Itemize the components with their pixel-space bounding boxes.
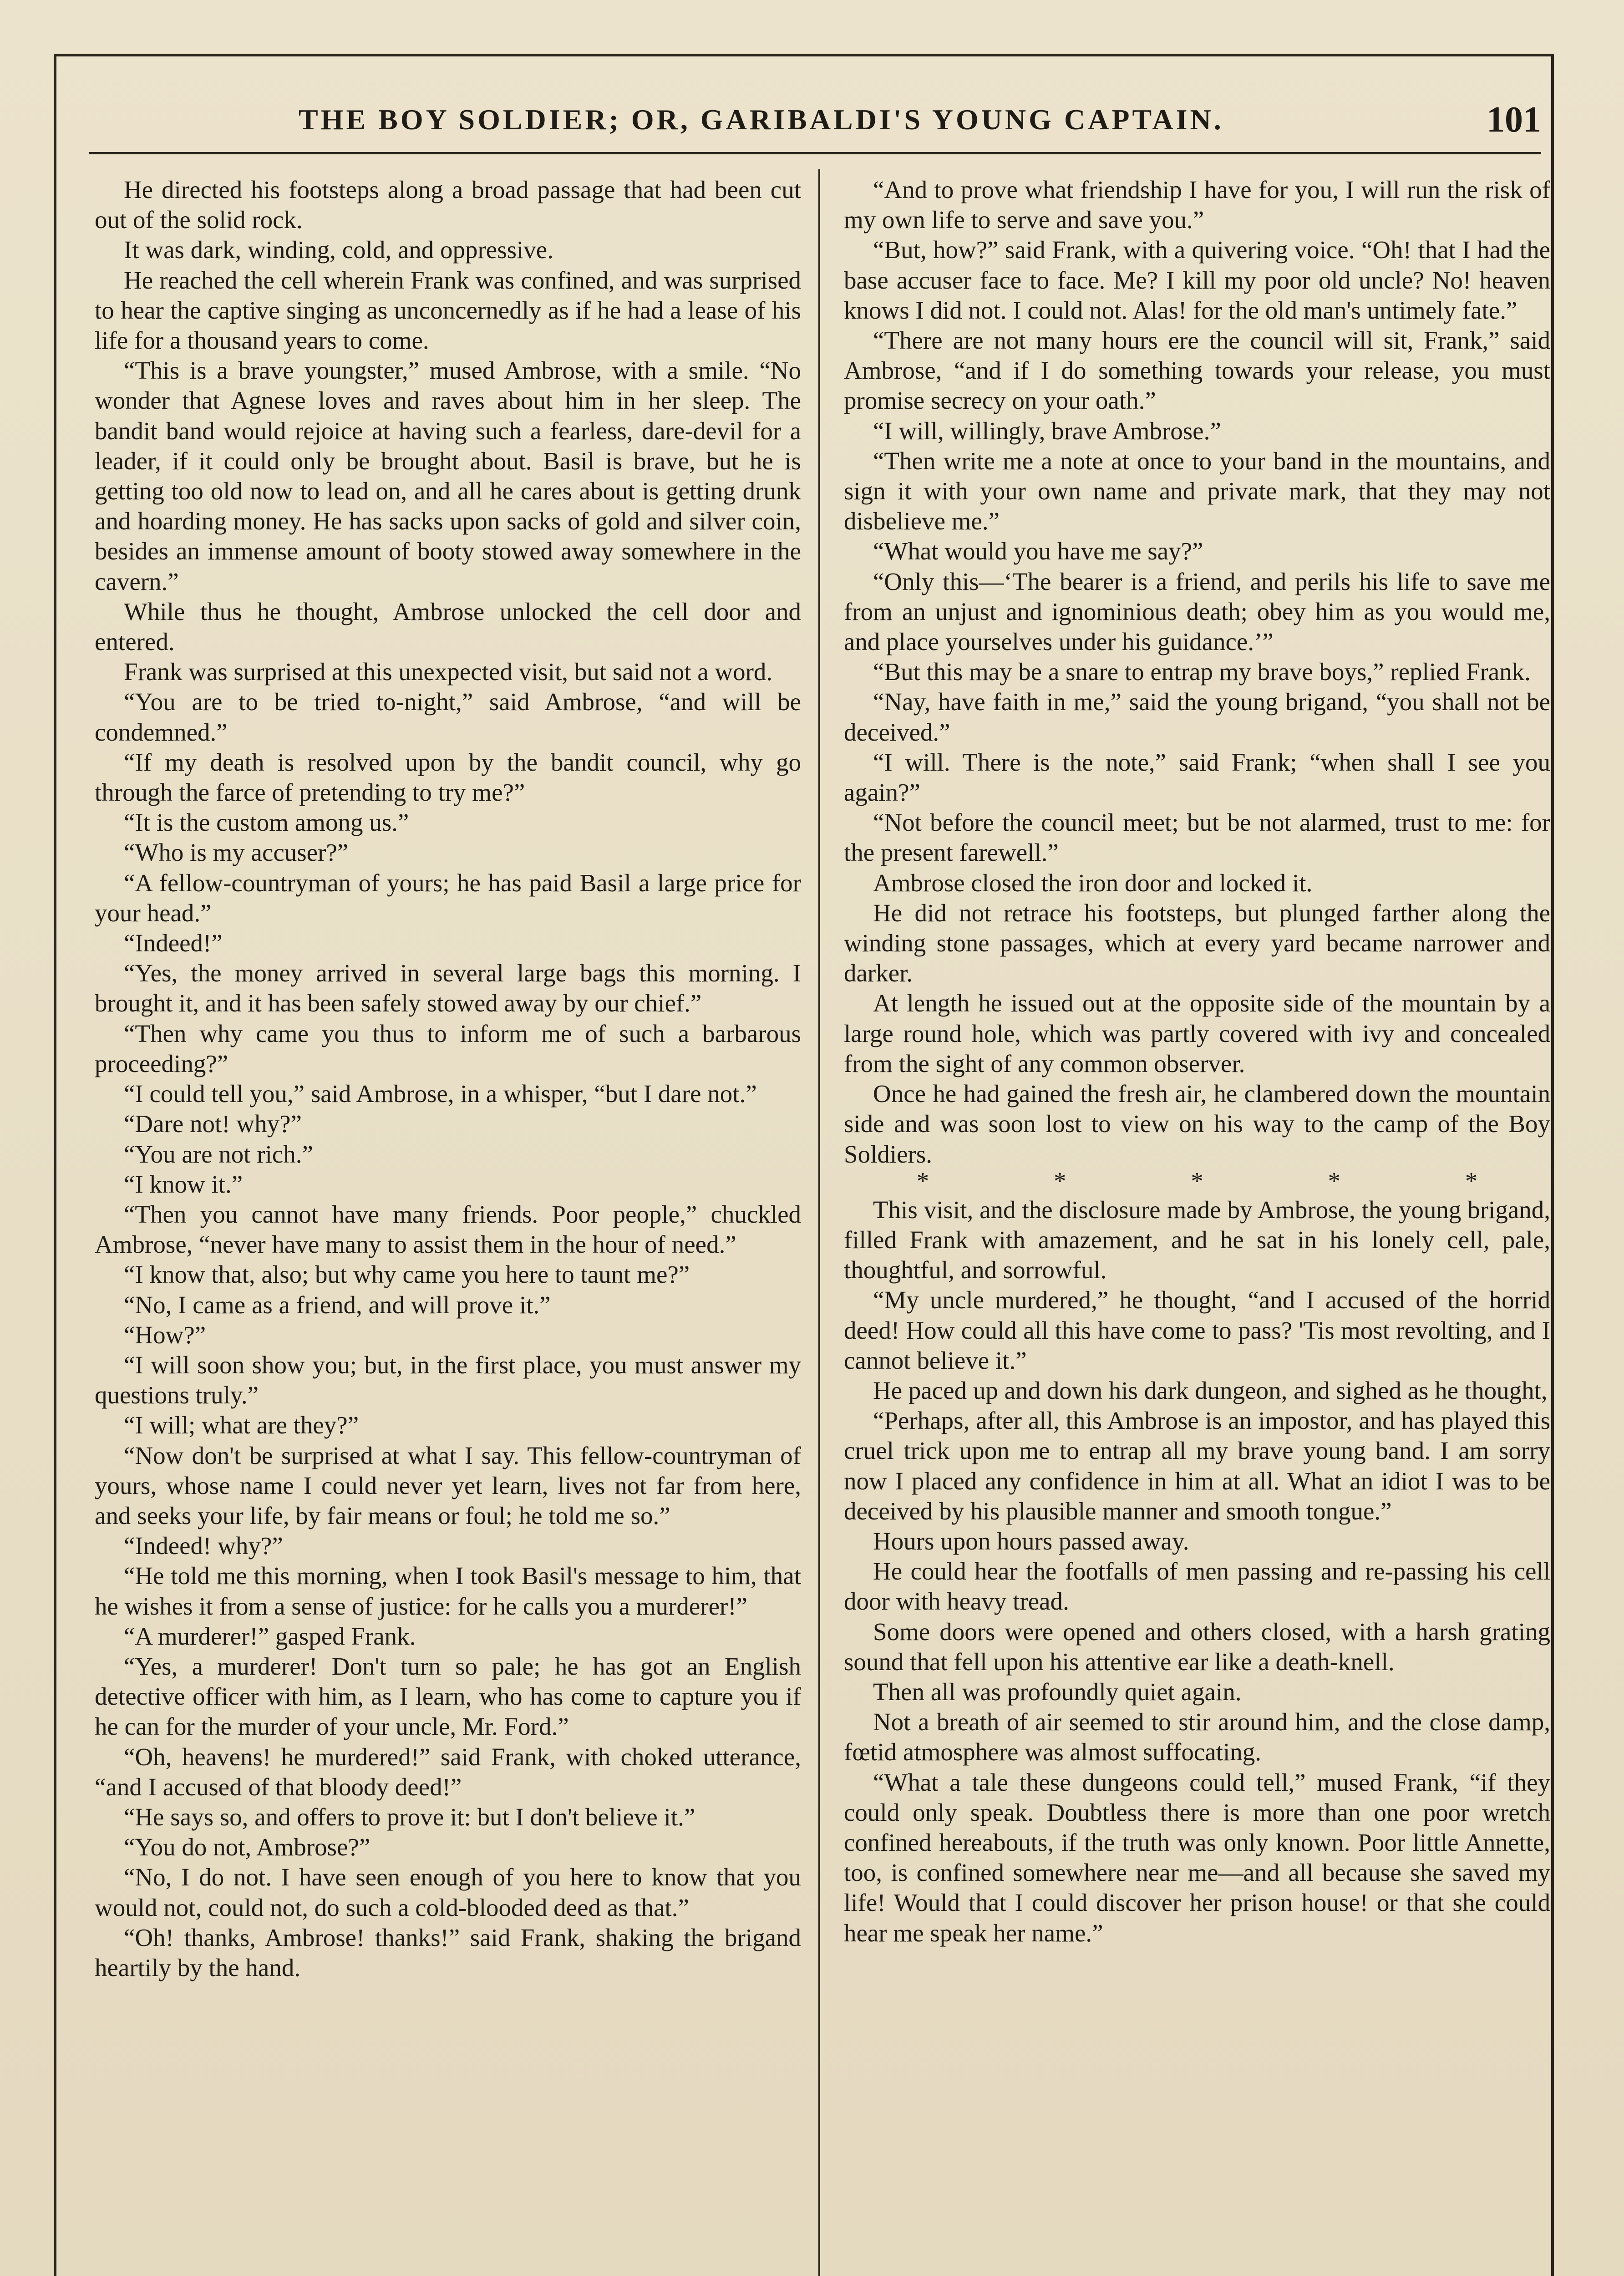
paragraph: “You do not, Ambrose?”	[124, 1833, 370, 1861]
paragraph: While thus he thought, Ambrose unlocked the cell door and entered.	[95, 597, 801, 656]
paragraph: “Oh, heavens! he murdered!” said Frank, with choked utterance, “and I accused of that bloody deed!”	[95, 1743, 801, 1801]
paragraph: “There are not many hours ere the council will sit, Frank,” said Ambrose, “and if I do something towards your release, you must promise secrecy on your oath.”	[844, 326, 1550, 415]
right-column	[844, 175, 1550, 2276]
paragraph: “Yes, the money arrived in several large bags this morning. I brought it, and it has been safely stowed away by our chief.”	[95, 959, 801, 1017]
paragraph: He directed his footsteps along a broad passage that had been cut out of the solid rock.	[95, 176, 801, 234]
paragraph: “What a tale these dungeons could tell,” mused Frank, “if they could only speak. Doubtless there is more than one poor wretch confined hereabouts, if the truth was only known. Poor little Annette, too, is confined somewhere near me—and all because she saved my life! Would that I could discover her prison house! or that she could hear me speak her name.”	[844, 1768, 1550, 1947]
paragraph: “He told me this morning, when I took Basil's message to him, that he wishes it from a sense of justice: for he calls you a murderer!”	[95, 1562, 801, 1620]
header-rule	[89, 152, 1541, 154]
paragraph: Frank was surprised at this unexpected visit, but said not a word.	[124, 658, 773, 686]
paragraph: It was dark, winding, cold, and oppressive.	[124, 236, 553, 264]
page-header	[89, 99, 1541, 149]
paragraph: “No, I do not. I have seen enough of you here to know that you would not, could not, do such a cold-blooded deed as that.”	[95, 1863, 801, 1921]
paragraph: “Nay, have faith in me,” said the young brigand, “you shall not be deceived.”	[844, 688, 1550, 746]
paragraph: Once he had gained the fresh air, he clambered down the mountain side and was soon lost to view on his way to the camp of the Boy Soldiers.	[844, 1080, 1550, 1168]
paragraph: “My uncle murdered,” he thought, “and I accused of the horrid deed! How could all this have come to pass? 'Tis most revolting, and I cannot believe it.”	[844, 1286, 1550, 1374]
paragraph: “A fellow-countryman of yours; he has paid Basil a large price for your head.”	[95, 869, 801, 927]
paragraph: “A murderer!” gasped Frank.	[124, 1622, 416, 1650]
section-separator: * * * * *	[916, 1167, 1478, 1195]
paragraph: “Yes, a murderer! Don't turn so pale; he has got an English detective officer with him, as I learn, who has come to capture you if he can for the murder of your uncle, Mr. Ford.”	[95, 1652, 801, 1741]
paragraph: “Now don't be surprised at what I say. This fellow-countryman of yours, whose name I could never yet learn, lives not far from here, and seeks your life, by fair means or foul; he told me so.”	[95, 1441, 801, 1529]
paragraph: “It is the custom among us.”	[124, 808, 409, 837]
paragraph: “I could tell you,” said Ambrose, in a whisper, “but I dare not.”	[124, 1080, 757, 1108]
paragraph: “If my death is resolved upon by the bandit council, why go through the farce of pretending to try me?”	[95, 748, 801, 807]
paragraph: “Then you cannot have many friends. Poor people,” chuckled Ambrose, “never have many to assist them in the hour of need.”	[95, 1200, 801, 1259]
paragraph: He reached the cell wherein Frank was confined, and was surprised to hear the captive singing as unconcernedly as if he had a lease of his life for a thousand years to come.	[95, 266, 801, 355]
paragraph: “And to prove what friendship I have for you, I will run the risk of my own life to serve and save you.”	[844, 176, 1550, 234]
paragraph: He did not retrace his footsteps, but plunged farther along the winding stone passages, which at every yard became narrower and darker.	[844, 899, 1550, 987]
paragraph: Ambrose closed the iron door and locked it.	[873, 869, 1313, 897]
paragraph: “I know that, also; but why came you here to taunt me?”	[124, 1260, 690, 1289]
paragraph: “This is a brave youngster,” mused Ambrose, with a smile. “No wonder that Agnese loves and raves about him in her sleep. The bandit band would rejoice at having such a fearless, dare-devil for a leader, if it could only be brought about. Basil is brave, but he is getting too old now to lead on, and all he cares about is getting drunk and hoarding money. He has sacks upon sacks of gold and silver coin, besides an immense amount of booty stowed away somewhere in the cavern.”	[95, 356, 801, 595]
paragraph: At length he issued out at the opposite side of the mountain by a large round hole, which was partly covered with ivy and concealed from the sight of any common observer.	[844, 989, 1550, 1077]
paragraph: “You are to be tried to-night,” said Ambrose, “and will be condemned.”	[95, 688, 801, 746]
paragraph: “I know it.”	[124, 1170, 243, 1198]
paragraph: “Perhaps, after all, this Ambrose is an impostor, and has played this cruel trick upon me to entrap all my brave young band. I am sorry now I placed any confidence in him at all. What an idiot I was to be deceived by his plausible manner and smooth tongue.”	[844, 1407, 1550, 1525]
page-number: 101	[1487, 100, 1541, 140]
paragraph: “He says so, and offers to prove it: but I don't believe it.”	[124, 1803, 695, 1831]
paragraph: “No, I came as a friend, and will prove it.”	[124, 1290, 551, 1319]
paragraph: “But, how?” said Frank, with a quivering voice. “Oh! that I had the base accuser face to face. Me? I kill my poor old uncle? No! heaven knows I did not. I could not. Alas! for the old man's untimely fate.”	[844, 236, 1550, 324]
paragraph: “But this may be a snare to entrap my brave boys,” replied Frank.	[873, 658, 1531, 686]
paragraph: “I will soon show you; but, in the first place, you must answer my questions truly.”	[95, 1351, 801, 1409]
paragraph: This visit, and the disclosure made by Ambrose, the young brigand, filled Frank with amazement, and he sat in his lonely cell, pale, thoughtful, and sorrowful.	[844, 1195, 1550, 1284]
paragraph: Hours upon hours passed away.	[873, 1527, 1189, 1555]
paragraph: “I will. There is the note,” said Frank; “when shall I see you again?”	[844, 748, 1550, 807]
paragraph: He could hear the footfalls of men passing and re-passing his cell door with heavy tread.	[844, 1557, 1550, 1616]
paragraph: “How?”	[124, 1321, 206, 1349]
paragraph: “What would you have me say?”	[873, 537, 1203, 565]
paragraph: “Oh! thanks, Ambrose! thanks!” said Frank, shaking the brigand heartily by the hand.	[95, 1923, 801, 1981]
running-title: THE BOY SOLDIER; OR, GARIBALDI'S YOUNG CAPTAIN.	[299, 103, 1224, 136]
paragraph: “I will; what are they?”	[124, 1411, 359, 1439]
paragraph: “Indeed!”	[124, 929, 223, 957]
paragraph: “Then write me a note at once to your band in the mountains, and sign it with your own name and private mark, that they may not disbelieve me.”	[844, 447, 1550, 535]
paragraph: “You are not rich.”	[124, 1140, 313, 1168]
paragraph: Not a breath of air seemed to stir around him, and the close damp, fœtid atmosphere was almost suffocating.	[844, 1708, 1550, 1766]
paragraph: “I will, willingly, brave Ambrose.”	[873, 417, 1221, 445]
paragraph: “Dare not! why?”	[124, 1110, 302, 1138]
paragraph: “Not before the council meet; but be not alarmed, trust to me: for the present farewell.”	[844, 808, 1550, 867]
paragraph: Then all was profoundly quiet again.	[873, 1677, 1242, 1706]
left-column	[95, 175, 801, 2276]
paragraph: Some doors were opened and others closed, with a harsh grating sound that fell upon his attentive ear like a death-knell.	[844, 1617, 1550, 1676]
paragraph: “Who is my accuser?”	[124, 838, 349, 867]
paragraph: “Only this—‘The bearer is a friend, and perils his life to save me from an unjust and ignominious death; obey him as you would me, and place yourselves under his guidance.’”	[844, 567, 1550, 656]
paragraph: “Then why came you thus to inform me of such a barbarous proceeding?”	[95, 1019, 801, 1077]
paragraph: “Indeed! why?”	[124, 1532, 283, 1560]
column-divider	[818, 169, 820, 2276]
paragraph: He paced up and down his dark dungeon, and sighed as he thought,	[873, 1376, 1548, 1404]
